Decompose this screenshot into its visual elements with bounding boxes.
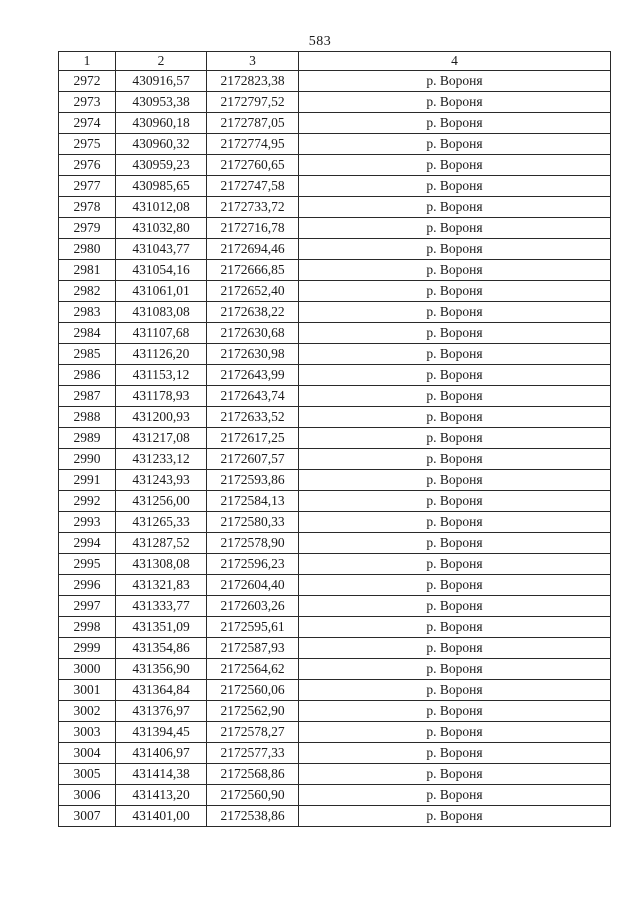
table-row [59, 176, 611, 197]
table-row [59, 575, 611, 596]
y-coordinate-cell: 2172638,22 [207, 302, 299, 323]
point-number-cell: 2975 [59, 134, 116, 155]
x-coordinate-cell: 431287,52 [116, 533, 207, 554]
point-number-cell: 2984 [59, 323, 116, 344]
y-coordinate-cell: 2172560,90 [207, 785, 299, 806]
y-coordinate-cell: 2172578,27 [207, 722, 299, 743]
x-coordinate-cell: 431233,12 [116, 449, 207, 470]
description-cell: р. Вороня [299, 617, 611, 638]
x-coordinate-cell: 431356,90 [116, 659, 207, 680]
point-number-cell: 3006 [59, 785, 116, 806]
table-row [59, 449, 611, 470]
x-coordinate-cell: 431364,84 [116, 680, 207, 701]
table-row [59, 638, 611, 659]
description-cell: р. Вороня [299, 470, 611, 491]
y-coordinate-cell: 2172694,46 [207, 239, 299, 260]
table-row [59, 71, 611, 92]
x-coordinate-cell: 430960,18 [116, 113, 207, 134]
table-row [59, 92, 611, 113]
table-row [59, 428, 611, 449]
description-cell: р. Вороня [299, 239, 611, 260]
y-coordinate-cell: 2172633,52 [207, 407, 299, 428]
x-coordinate-cell: 431308,08 [116, 554, 207, 575]
point-number-cell: 2979 [59, 218, 116, 239]
point-number-cell: 2974 [59, 113, 116, 134]
description-cell: р. Вороня [299, 491, 611, 512]
description-cell: р. Вороня [299, 596, 611, 617]
x-coordinate-cell: 431178,93 [116, 386, 207, 407]
y-coordinate-cell: 2172643,74 [207, 386, 299, 407]
y-coordinate-cell: 2172733,72 [207, 197, 299, 218]
point-number-cell: 2996 [59, 575, 116, 596]
point-number-cell: 2976 [59, 155, 116, 176]
description-cell: р. Вороня [299, 659, 611, 680]
description-cell: р. Вороня [299, 743, 611, 764]
point-number-cell: 2989 [59, 428, 116, 449]
table-row [59, 491, 611, 512]
table-row [59, 155, 611, 176]
point-number-cell: 3000 [59, 659, 116, 680]
point-number-cell: 3001 [59, 680, 116, 701]
table-row [59, 197, 611, 218]
y-coordinate-cell: 2172797,52 [207, 92, 299, 113]
description-cell: р. Вороня [299, 155, 611, 176]
description-cell: р. Вороня [299, 365, 611, 386]
point-number-cell: 2985 [59, 344, 116, 365]
x-coordinate-cell: 431376,97 [116, 701, 207, 722]
description-cell: р. Вороня [299, 533, 611, 554]
x-coordinate-cell: 431333,77 [116, 596, 207, 617]
table-row [59, 239, 611, 260]
point-number-cell: 2988 [59, 407, 116, 428]
table-row [59, 722, 611, 743]
point-number-cell: 2981 [59, 260, 116, 281]
point-number-cell: 2994 [59, 533, 116, 554]
table-row [59, 659, 611, 680]
description-cell: р. Вороня [299, 134, 611, 155]
table-row [59, 680, 611, 701]
table-row [59, 785, 611, 806]
y-coordinate-cell: 2172538,86 [207, 806, 299, 827]
y-coordinate-cell: 2172760,65 [207, 155, 299, 176]
description-cell: р. Вороня [299, 449, 611, 470]
point-number-cell: 2990 [59, 449, 116, 470]
table-row [59, 218, 611, 239]
table-row [59, 386, 611, 407]
table-row [59, 281, 611, 302]
point-number-cell: 2995 [59, 554, 116, 575]
y-coordinate-cell: 2172603,26 [207, 596, 299, 617]
x-coordinate-cell: 431413,20 [116, 785, 207, 806]
x-coordinate-cell: 431243,93 [116, 470, 207, 491]
table-row [59, 554, 611, 575]
table-row [59, 512, 611, 533]
point-number-cell: 2997 [59, 596, 116, 617]
table-row [59, 764, 611, 785]
x-coordinate-cell: 431394,45 [116, 722, 207, 743]
description-cell: р. Вороня [299, 785, 611, 806]
y-coordinate-cell: 2172560,06 [207, 680, 299, 701]
description-cell: р. Вороня [299, 281, 611, 302]
x-coordinate-cell: 431256,00 [116, 491, 207, 512]
y-coordinate-cell: 2172630,98 [207, 344, 299, 365]
y-coordinate-cell: 2172716,78 [207, 218, 299, 239]
x-coordinate-cell: 430953,38 [116, 92, 207, 113]
description-cell: р. Вороня [299, 218, 611, 239]
point-number-cell: 3003 [59, 722, 116, 743]
table-row [59, 302, 611, 323]
point-number-cell: 3007 [59, 806, 116, 827]
y-coordinate-cell: 2172643,99 [207, 365, 299, 386]
description-cell: р. Вороня [299, 722, 611, 743]
x-coordinate-cell: 431200,93 [116, 407, 207, 428]
x-coordinate-cell: 431321,83 [116, 575, 207, 596]
point-number-cell: 2973 [59, 92, 116, 113]
table-row [59, 701, 611, 722]
column-header-3: 3 [207, 52, 299, 71]
description-cell: р. Вороня [299, 176, 611, 197]
y-coordinate-cell: 2172666,85 [207, 260, 299, 281]
table-row [59, 596, 611, 617]
description-cell: р. Вороня [299, 512, 611, 533]
point-number-cell: 2991 [59, 470, 116, 491]
y-coordinate-cell: 2172747,58 [207, 176, 299, 197]
table-row [59, 113, 611, 134]
y-coordinate-cell: 2172562,90 [207, 701, 299, 722]
x-coordinate-cell: 431043,77 [116, 239, 207, 260]
y-coordinate-cell: 2172580,33 [207, 512, 299, 533]
x-coordinate-cell: 430959,23 [116, 155, 207, 176]
x-coordinate-cell: 431083,08 [116, 302, 207, 323]
y-coordinate-cell: 2172584,13 [207, 491, 299, 512]
table-row [59, 533, 611, 554]
description-cell: р. Вороня [299, 92, 611, 113]
description-cell: р. Вороня [299, 680, 611, 701]
description-cell: р. Вороня [299, 323, 611, 344]
y-coordinate-cell: 2172630,68 [207, 323, 299, 344]
y-coordinate-cell: 2172607,57 [207, 449, 299, 470]
description-cell: р. Вороня [299, 701, 611, 722]
table-body [59, 71, 611, 827]
description-cell: р. Вороня [299, 407, 611, 428]
table-header-row [59, 52, 611, 71]
description-cell: р. Вороня [299, 302, 611, 323]
x-coordinate-cell: 431012,08 [116, 197, 207, 218]
y-coordinate-cell: 2172774,95 [207, 134, 299, 155]
table-row [59, 365, 611, 386]
x-coordinate-cell: 431107,68 [116, 323, 207, 344]
point-number-cell: 2993 [59, 512, 116, 533]
x-coordinate-cell: 431351,09 [116, 617, 207, 638]
point-number-cell: 2992 [59, 491, 116, 512]
y-coordinate-cell: 2172568,86 [207, 764, 299, 785]
table-row [59, 407, 611, 428]
x-coordinate-cell: 431153,12 [116, 365, 207, 386]
column-header-2: 2 [116, 52, 207, 71]
description-cell: р. Вороня [299, 71, 611, 92]
x-coordinate-cell: 430960,32 [116, 134, 207, 155]
description-cell: р. Вороня [299, 575, 611, 596]
page-number: 583 [308, 34, 332, 49]
column-header-4: 4 [299, 52, 611, 71]
point-number-cell: 2999 [59, 638, 116, 659]
point-number-cell: 2972 [59, 71, 116, 92]
description-cell: р. Вороня [299, 386, 611, 407]
point-number-cell: 2980 [59, 239, 116, 260]
description-cell: р. Вороня [299, 344, 611, 365]
y-coordinate-cell: 2172595,61 [207, 617, 299, 638]
x-coordinate-cell: 431061,01 [116, 281, 207, 302]
table-row [59, 323, 611, 344]
x-coordinate-cell: 431032,80 [116, 218, 207, 239]
table-row [59, 134, 611, 155]
point-number-cell: 2986 [59, 365, 116, 386]
point-number-cell: 3002 [59, 701, 116, 722]
table-row [59, 470, 611, 491]
column-header-1: 1 [59, 52, 116, 71]
x-coordinate-cell: 431406,97 [116, 743, 207, 764]
x-coordinate-cell: 431265,33 [116, 512, 207, 533]
x-coordinate-cell: 431401,00 [116, 806, 207, 827]
description-cell: р. Вороня [299, 554, 611, 575]
y-coordinate-cell: 2172596,23 [207, 554, 299, 575]
description-cell: р. Вороня [299, 197, 611, 218]
y-coordinate-cell: 2172787,05 [207, 113, 299, 134]
point-number-cell: 2982 [59, 281, 116, 302]
table-row [59, 743, 611, 764]
x-coordinate-cell: 431054,16 [116, 260, 207, 281]
y-coordinate-cell: 2172577,33 [207, 743, 299, 764]
description-cell: р. Вороня [299, 113, 611, 134]
description-cell: р. Вороня [299, 260, 611, 281]
point-number-cell: 2987 [59, 386, 116, 407]
y-coordinate-cell: 2172564,62 [207, 659, 299, 680]
point-number-cell: 3005 [59, 764, 116, 785]
description-cell: р. Вороня [299, 806, 611, 827]
y-coordinate-cell: 2172617,25 [207, 428, 299, 449]
point-number-cell: 3004 [59, 743, 116, 764]
point-number-cell: 2977 [59, 176, 116, 197]
x-coordinate-cell: 431126,20 [116, 344, 207, 365]
table-row [59, 806, 611, 827]
x-coordinate-cell: 431354,86 [116, 638, 207, 659]
table-row [59, 617, 611, 638]
y-coordinate-cell: 2172578,90 [207, 533, 299, 554]
y-coordinate-cell: 2172652,40 [207, 281, 299, 302]
x-coordinate-cell: 430916,57 [116, 71, 207, 92]
x-coordinate-cell: 431217,08 [116, 428, 207, 449]
x-coordinate-cell: 430985,65 [116, 176, 207, 197]
y-coordinate-cell: 2172604,40 [207, 575, 299, 596]
x-coordinate-cell: 431414,38 [116, 764, 207, 785]
point-number-cell: 2983 [59, 302, 116, 323]
y-coordinate-cell: 2172593,86 [207, 470, 299, 491]
y-coordinate-cell: 2172587,93 [207, 638, 299, 659]
point-number-cell: 2978 [59, 197, 116, 218]
description-cell: р. Вороня [299, 428, 611, 449]
description-cell: р. Вороня [299, 764, 611, 785]
table-row [59, 344, 611, 365]
y-coordinate-cell: 2172823,38 [207, 71, 299, 92]
point-number-cell: 2998 [59, 617, 116, 638]
table-row [59, 260, 611, 281]
description-cell: р. Вороня [299, 638, 611, 659]
coordinates-table [58, 51, 611, 827]
